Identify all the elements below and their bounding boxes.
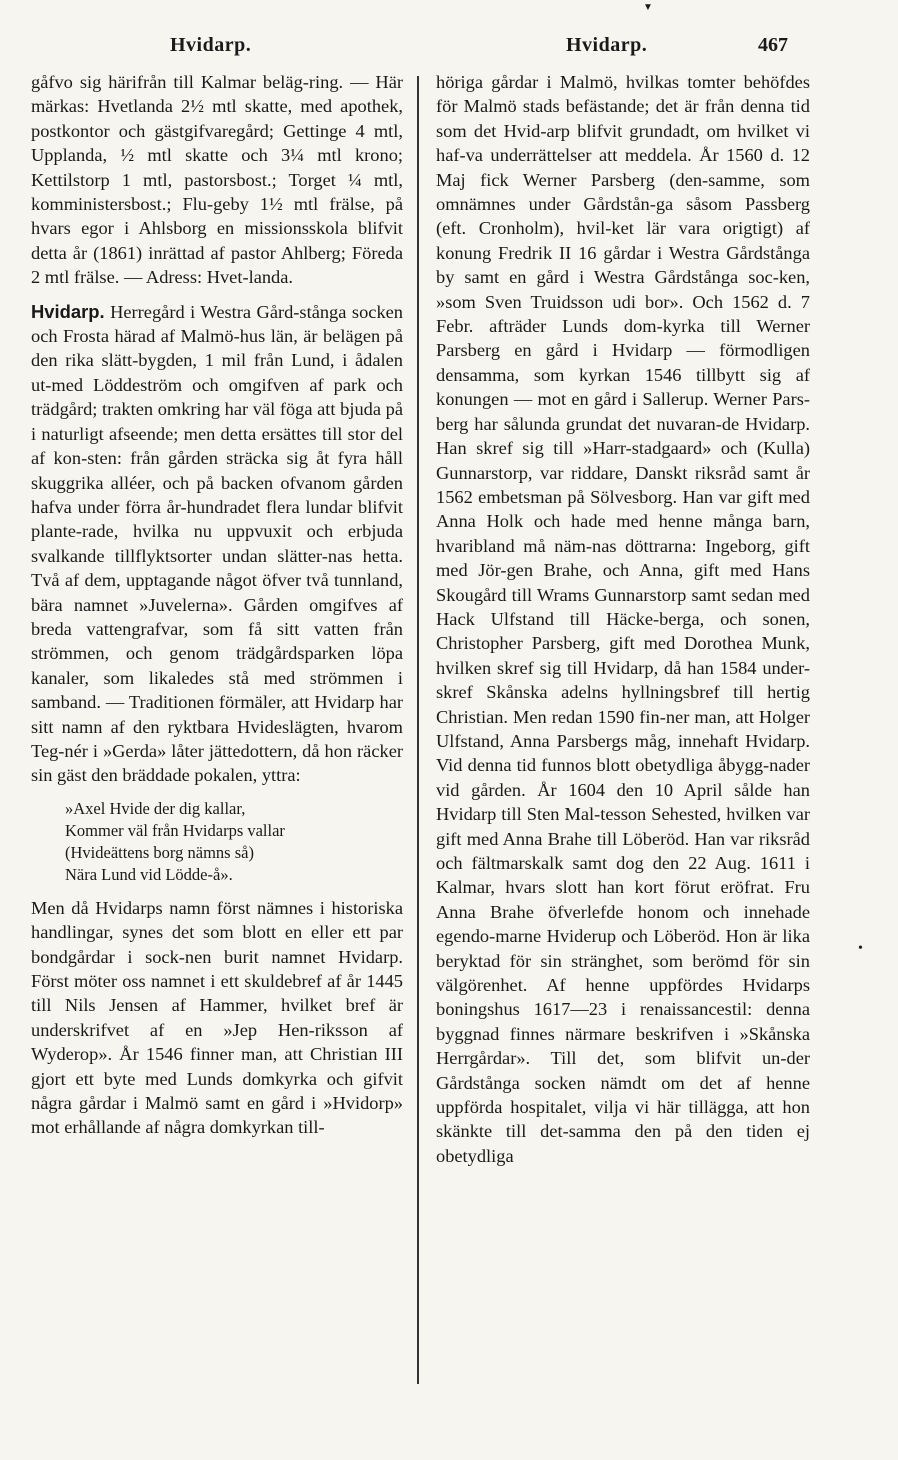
running-header-right: Hvidarp. [566, 34, 648, 56]
poem-line: Kommer väl från Hvidarps vallar [65, 820, 285, 840]
entry-headword: Hvidarp. [31, 300, 105, 322]
margin-mark: • [858, 941, 863, 956]
poem-line: Nära Lund vid Lödde-å». [65, 864, 233, 884]
paragraph-history: Men då Hvidarps namn först nämnes i historiska handlingar, synes det som blott en eller ett par bondgårdar i sock-nen burit namnet Hvidarp. Först möter oss namnet i ett skuldebref af år 1445 till Nils Jensen af Hammer, hvilket bref är underskrifvet af en »Jep Hen-riksson af Wyderop». År 1546 finner man, att Christian III gjort ett byte med Lunds domkyrka och gifvit några gårdar i Malmö samt en gård i »Hvidorp» mot erhållande af några domkyrkan till- [31, 897, 403, 1138]
column-divider [417, 76, 419, 1384]
right-column [436, 70, 810, 1168]
paragraph-parsberg-history: höriga gårdar i Malmö, hvilkas tomter behöfdes för Malmö stads befästande; det är från denna tid som det Hvid-arp blifvit grundadt, om hvilket vi haf-va underrättelser att meddela. År 1560 d. 12 Maj fick Werner Parsberg (den-samme, som omnämnes under Gårdstån-ga såsom Passberg (eft. Cronholm), hvil-ket lär vara origtigt) af konung Fredrik II 16 gårdar i Westra Gårdstånga by samt en gård i Westra Gårdstånga soc-ken, »som Sven Truidsson udi bor». Och 1562 d. 7 Febr. afträder Lunds dom-kyrka till Werner Parsberg en gård i Hvidarp — förmodligen densamma, som kyrkan 1546 tillbytt sig af konungen — mot en gård i Sallerup. Werner Pars-berg har sålunda grundat det nuvaran-de Hvidarp. Han skref sig till »Harr-stadgaard» och (Kulla) Gunnarstorp, var riddare, Danskt riksråd samt år 1562 embetsman på Sölvesborg. Han var gift med Anna Holk och hade med henne många barn, hvaribland må näm-nas döttrarna: Ingeborg, gift med Jör-gen Brahe, och Anna, gift med Hans Skougård till Wrams Gunnarstorp samt sedan med Hack Ulfstand till Häcke-berga, och sonen, Christopher Parsberg, gift med Dorothea Munk, hvilken skref sig till Hvidarp, då han 1584 under-skref Skånska adelns hyllningsbref till hertig Christian. Men redan 1590 fin-ner man, att Holger Ulfstand, Anna Parsbergs måg, innehaft Hvidarp. Vid denna tid funnos blott obetydliga åbygg-nader vid gården. År 1604 den 10 April sålde han Hvidarp till Sten Mal-tesson Sehested, hvilken var gift med Anna Brahe till Löberöd. Han var riksråd och fältmarskalk samt dog den 22 Aug. 1611 i Kalmar, hvars slott han kort förut eröfrat. Fru Anna Brahe öfverlefde honom och innehade egendo-marne Hviderup och Löberöd. Hon är lika beryktad för sin stränghet, som berömd för sin välgörenhet. Af henne uppfördes Hvidarps boningshus 1617—23 i renaissancestil: denna byggnad finnes närmare beskrifven i »Skånska Herrgårdar». Till det, som blifvit un-der Gårdstånga socken nämdt om det af henne uppförda hospitalet, vilja vi här tillägga, att hon skänkte till det-samma den på den tiden ej obetydliga [436, 72, 810, 1166]
poem-line: (Hvideättens borg nämns så) [65, 842, 254, 862]
left-column [31, 70, 403, 1140]
entry-body: Herregård i Westra Gård-stånga socken och Frosta härad af Malmö-hus län, är belägen på den rika slätt-bygden, 1 mil från Lund, i ådalen ut-med Löddeström och omgifven af park och trädgård; trakten omkring har väl föga att bjuda på i naturligt afseende; men detta ersättes till stor del af kon-sten: från gården sträcka sig åt fyra håll skuggrika alléer, och på backen ofvanom gården hafva under förra år-hundradet flera lundar blifvit plante-rade, hvilka nu uppvuxit och erbjuda svalkande tillflyktsorter undan slätter-nas hetta. Två af dem, upptagande något öfver två tunnland, bära namnet »Juvelerna». Gården omgifves af breda vattengrafvar, som få sitt vatten från strömmen, och genom trädgårdsparken löpa kanaler, som likaledes stå med strömmen i samband. — Traditionen förmäler, att Hvidarp har sitt namn af den ryktbara Hvideslägten, hvarom Teg-nér i »Gerda» låter jättedottern, då hon räcker sin gäst den bräddade pokalen, yttra: [31, 301, 403, 786]
poem-line: »Axel Hvide der dig kallar, [65, 798, 246, 818]
page-number: 467 [758, 34, 788, 56]
poem-quote [65, 798, 403, 886]
printer-tick-mark: ▼ [643, 2, 653, 13]
running-header-left: Hvidarp. [170, 34, 252, 56]
paragraph-hvetlanda-continuation: gåfvo sig härifrån till Kalmar beläg-ring. — Här märkas: Hvetlanda 2½ mtl skatte, med apothek, postkontor och gästgifvaregård; Gettinge 4 mtl, Upplanda, ½ mtl skatte och 3¼ mtl krono; Kettilstorp 1 mtl, pastorsbost.; Torget ¼ mtl, komministersbost.; Flu-geby 1½ mtl frälse, på hvars egor i Ahlsborg en missionsskola blifvit detta år (1861) inrättad af pastor Ahlberg; Föreda 2 mtl frälse. — Adress: Hvet-landa. [31, 72, 403, 288]
paragraph-hvidarp-entry [31, 300, 403, 788]
